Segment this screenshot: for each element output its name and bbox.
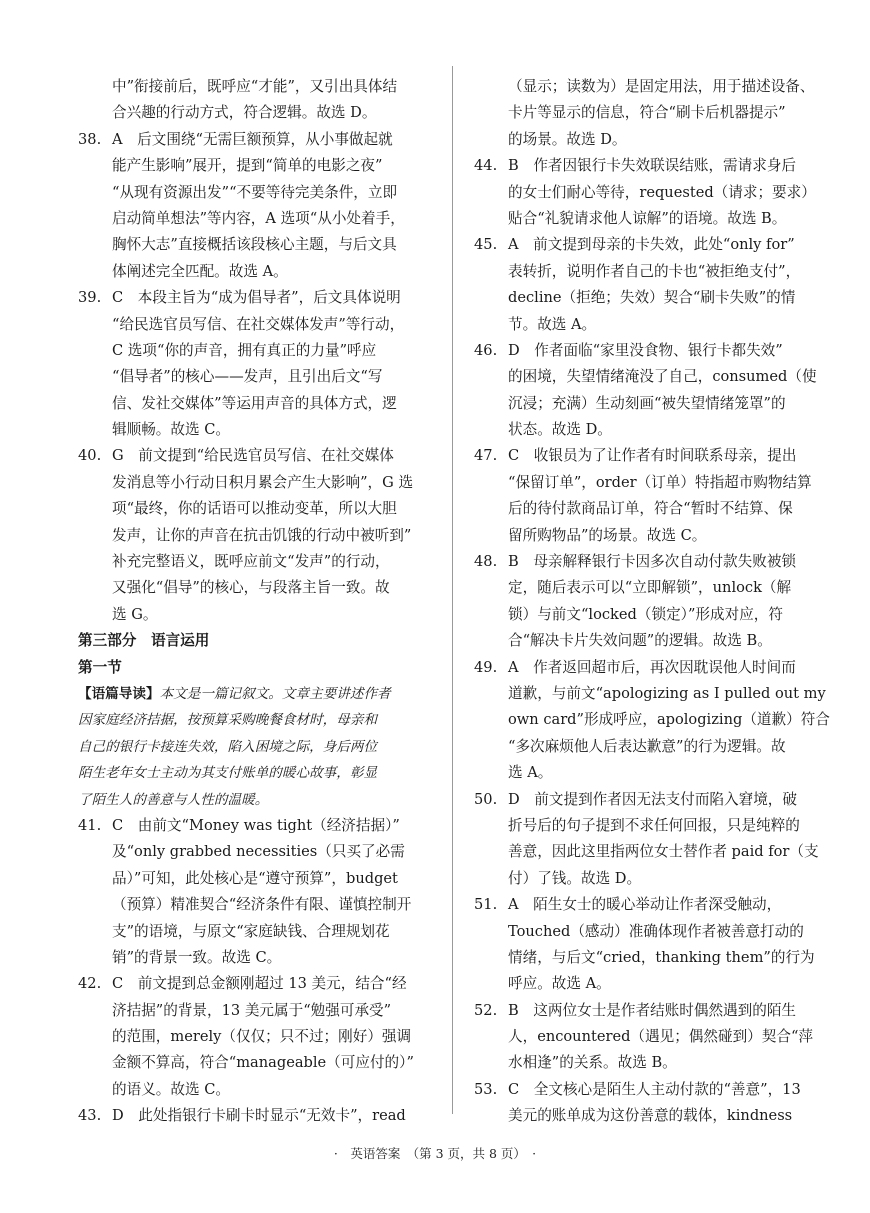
line-text: C 全文核心是陌生人主动付款的“善意”，13 <box>508 1080 801 1098</box>
line-text: A 作者返回超市后，再次因耽误他人时间而 <box>508 658 796 676</box>
reading-guide-line <box>78 681 458 707</box>
answer-line <box>78 443 458 469</box>
answer-line <box>474 892 854 918</box>
answer-line <box>474 1103 854 1129</box>
answer-line <box>78 206 458 232</box>
line-text: 合“解决卡片失效问题”的逻辑。故选 B。 <box>508 632 772 650</box>
question-number: 50. <box>474 790 498 808</box>
line-text: 付）了钱。故选 D。 <box>508 869 642 887</box>
answer-line <box>78 259 458 285</box>
answer-line <box>474 787 854 813</box>
question-number: 41. <box>78 816 102 834</box>
line-text: 的困境，失望情绪淹没了自己，consumed（使 <box>508 368 817 386</box>
line-text: G 前文提到“给民选官员写信、在社交媒体 <box>112 447 394 465</box>
answer-line <box>78 549 458 575</box>
section-heading <box>78 628 458 654</box>
answer-line <box>78 1050 458 1076</box>
line-text: “多次麻烦他人后表达歉意”的行为逻辑。故 <box>508 737 786 755</box>
answer-line <box>78 496 458 522</box>
reading-guide-line <box>78 787 458 813</box>
line-text: 情绪，与后文“cried，thanking them”的行为 <box>508 948 815 966</box>
line-text: 济拮据”的背景，13 美元属于“勉强可承受” <box>112 1001 392 1019</box>
line-text: 辑顺畅。故选 C。 <box>112 421 230 439</box>
line-text: 品）”可知，此处核心是“遵守预算”，budget <box>112 869 398 887</box>
line-text: 因家庭经济拮据，按预算采购晚餐食材时，母亲和 <box>78 712 378 729</box>
line-text: “给民选官员写信、在社交媒体发声”等行动， <box>112 315 405 333</box>
answer-line <box>474 364 854 390</box>
line-text: C 前文提到总金额刚超过 13 美元，结合“经 <box>112 975 407 993</box>
answer-line <box>474 153 854 179</box>
answer-line <box>78 74 458 100</box>
answer-line <box>78 285 458 311</box>
answer-line <box>78 892 458 918</box>
line-text: 发消息等小行动日积月累会产生大影响”，G 选 <box>112 473 414 491</box>
answer-line <box>474 127 854 153</box>
answer-line <box>78 575 458 601</box>
question-number: 38. <box>78 130 102 148</box>
line-text: 信、发社交媒体”等运用声音的具体方式，逻 <box>112 394 397 412</box>
line-text: “保留订单”，order（订单）特指超市购物结算 <box>508 473 812 491</box>
line-text: 胸怀大志”直接概括该段核心主题，与后文具 <box>112 236 397 254</box>
answer-line <box>474 417 854 443</box>
answer-line <box>78 998 458 1024</box>
line-text: 卡片等显示的信息，符合“刷卡后机器提示” <box>508 104 786 122</box>
answer-line <box>474 866 854 892</box>
answer-line <box>474 760 854 786</box>
line-text: 定，随后表示可以“立即解锁”，unlock（解 <box>508 579 792 597</box>
line-text: 的场景。故选 D。 <box>508 130 627 148</box>
answer-line <box>474 628 854 654</box>
line-text: C 本段主旨为“成为倡导者”，后文具体说明 <box>112 289 401 307</box>
question-number: 52. <box>474 1001 498 1019</box>
answer-line <box>474 945 854 971</box>
answer-line <box>78 1077 458 1103</box>
line-text: 贴合“礼貌请求他人谅解”的语境。故选 B。 <box>508 209 787 227</box>
answer-line <box>474 1024 854 1050</box>
line-text: A 前文提到母亲的卡失效，此处“only for” <box>508 236 795 254</box>
line-text: 留所购物品”的场景。故选 C。 <box>508 526 707 544</box>
line-text: 第一节 <box>78 658 122 676</box>
answer-line <box>78 945 458 971</box>
line-text: 合兴趣的行动方式，符合逻辑。故选 D。 <box>112 104 377 122</box>
answer-line <box>474 443 854 469</box>
answer-line <box>474 813 854 839</box>
line-text: 发声，让你的声音在抗击饥饿的行动中被听到” <box>112 526 412 544</box>
line-text: 的语义。故选 C。 <box>112 1080 230 1098</box>
question-number: 53. <box>474 1080 498 1098</box>
line-text: 的范围，merely（仅仅；只不过；刚好）强调 <box>112 1028 412 1046</box>
answer-line <box>78 839 458 865</box>
section-heading <box>78 655 458 681</box>
reading-guide-line <box>78 760 458 786</box>
answer-line <box>78 1024 458 1050</box>
line-text: 项“最终，你的话语可以推动变革，所以大胆 <box>112 500 397 518</box>
line-text: 及“only grabbed necessities（只买了必需 <box>112 843 405 861</box>
answer-line <box>78 153 458 179</box>
reading-guide-line <box>78 707 458 733</box>
line-text: A 后文围绕“无需巨额预算，从小事做起就 <box>112 130 393 148</box>
line-text: 销”的背景一致。故选 C。 <box>112 948 282 966</box>
answer-line <box>78 919 458 945</box>
answer-line <box>474 575 854 601</box>
question-number: 49. <box>474 658 498 676</box>
line-text: 善意，因此这里指两位女士替作者 paid for（支 <box>508 843 819 861</box>
line-text: D 前文提到作者因无法支付而陷入窘境，破 <box>508 790 797 808</box>
answer-line <box>78 470 458 496</box>
line-text: 补充完整语义，既呼应前文“发声”的行动， <box>112 553 390 571</box>
answer-line <box>474 206 854 232</box>
answer-line <box>474 1077 854 1103</box>
line-text: 第三部分 语言运用 <box>78 632 210 650</box>
line-text: 自己的银行卡接连失效，陷入困境之际，身后两位 <box>78 738 378 755</box>
line-text: C 选项“你的声音，拥有真正的力量”呼应 <box>112 341 377 359</box>
line-text: decline（拒绝；失效）契合“刷卡失败”的情 <box>508 289 796 307</box>
line-text: C 由前文“Money was tight（经济拮据）” <box>112 816 400 834</box>
line-text: 锁）与前文“locked（锁定）”形成对应，符 <box>508 605 783 623</box>
question-number: 47. <box>474 447 498 465</box>
line-text: 人，encountered（遇见；偶然碰到）契合“萍 <box>508 1028 814 1046</box>
answer-line <box>78 971 458 997</box>
answer-line <box>474 602 854 628</box>
line-text: 道歉，与前文“apologizing as I pulled out my <box>508 684 826 702</box>
question-number: 39. <box>78 289 102 307</box>
line-text: 的女士们耐心等待，requested（请求；要求） <box>508 183 816 201</box>
answer-line <box>474 998 854 1024</box>
answer-line <box>474 707 854 733</box>
answer-line <box>474 100 854 126</box>
line-text: 表转折，说明作者自己的卡也“被拒绝支付”， <box>508 262 801 280</box>
answer-line <box>474 259 854 285</box>
answer-line <box>474 681 854 707</box>
line-text: 体阐述完全匹配。故选 A。 <box>112 262 288 280</box>
answer-line <box>474 971 854 997</box>
answer-line <box>474 285 854 311</box>
line-text: B 作者因银行卡失效联误结账，需请求身后 <box>508 157 797 175</box>
line-text: 美元的账单成为这份善意的载体，kindness <box>508 1107 793 1125</box>
question-number: 42. <box>78 975 102 993</box>
line-text: 节。故选 A。 <box>508 315 597 333</box>
line-text: D 作者面临“家里没食物、银行卡都失效” <box>508 341 783 359</box>
answer-line <box>78 417 458 443</box>
answer-line <box>78 100 458 126</box>
answer-line <box>474 391 854 417</box>
line-text: 选 G。 <box>112 605 158 623</box>
answer-line <box>474 655 854 681</box>
line-text: （显示；读数为）是固定用法，用于描述设备、 <box>508 78 815 95</box>
line-text: 选 A。 <box>508 764 553 782</box>
line-text: 能产生影响”展开，提到“简单的电影之夜” <box>112 157 383 175</box>
line-text: 了陌生人的善意与人性的温暖。 <box>78 791 269 808</box>
line-text: “从现有资源出发”“不要等待完美条件，立即 <box>112 183 398 201</box>
line-text: 状态。故选 D。 <box>508 421 612 439</box>
answer-line <box>78 180 458 206</box>
line-text: A 陌生女士的暖心举动让作者深受触动， <box>508 896 782 914</box>
line-text: D 此处指银行卡刷卡时显示“无效卡”，read <box>112 1107 406 1125</box>
answer-line <box>474 312 854 338</box>
line-text: 中”衔接前后，既呼应“才能”，又引出具体结 <box>112 78 398 95</box>
answer-line <box>78 391 458 417</box>
line-text: 沉浸；充满）生动刻画“被失望情绪笼罩”的 <box>508 394 786 412</box>
reading-guide-line <box>78 734 458 760</box>
question-number: 44. <box>474 157 498 175</box>
question-number: 48. <box>474 553 498 571</box>
question-number: 45. <box>474 236 498 254</box>
answer-line <box>78 602 458 628</box>
line-text: 后的待付款商品订单，符合“暂时不结算、保 <box>508 500 793 518</box>
answer-line <box>474 338 854 364</box>
question-number: 51. <box>474 896 498 914</box>
answer-line <box>474 496 854 522</box>
answer-line <box>78 338 458 364</box>
line-text: B 这两位女士是作者结账时偶然遇到的陌生 <box>508 1001 797 1019</box>
answer-line <box>78 866 458 892</box>
answer-line <box>474 549 854 575</box>
answer-line <box>78 813 458 839</box>
line-text: 【语篇导读】本文是一篇记叙文。文章主要讲述作者 <box>78 685 391 702</box>
line-text: 陌生老年女士主动为其支付账单的暖心故事，彰显 <box>78 765 378 782</box>
line-text: 折号后的句子提到不求任何回报，只是纯粹的 <box>508 816 800 834</box>
answer-line <box>78 523 458 549</box>
answer-line <box>78 1103 458 1129</box>
line-text: 水相逢”的关系。故选 B。 <box>508 1054 677 1072</box>
line-text: Touched（感动）准确体现作者被善意打动的 <box>508 922 804 940</box>
answer-line <box>474 839 854 865</box>
answer-line <box>78 364 458 390</box>
line-text: 支”的语境，与原文“家庭缺钱、合理规划花 <box>112 922 390 940</box>
line-text: 又强化“倡导”的核心，与段落主旨一致。故 <box>112 579 390 597</box>
answer-line <box>474 734 854 760</box>
line-text: C 收银员为了让作者有时间联系母亲，提出 <box>508 447 797 465</box>
answer-line <box>78 312 458 338</box>
line-text: 呼应。故选 A。 <box>508 975 611 993</box>
question-number: 43. <box>78 1107 102 1125</box>
left-column <box>78 74 458 1130</box>
answer-line <box>78 127 458 153</box>
line-text: 金额不算高，符合“manageable（可应付的）” <box>112 1054 414 1072</box>
answer-line <box>474 523 854 549</box>
answer-line <box>474 919 854 945</box>
line-text: B 母亲解释银行卡因多次自动付款失败被锁 <box>508 553 797 571</box>
answer-line <box>474 74 854 100</box>
line-text: “倡导者”的核心——发声，且引出后文“写 <box>112 368 383 386</box>
question-number: 46. <box>474 341 498 359</box>
question-number: 40. <box>78 447 102 465</box>
answer-line <box>78 232 458 258</box>
line-text: （预算）精准契合“经济条件有限、谨慎控制开 <box>112 896 412 914</box>
column-divider <box>452 66 453 1114</box>
right-column <box>474 74 854 1130</box>
answer-line <box>474 470 854 496</box>
answer-line <box>474 232 854 258</box>
line-text: own card”形成呼应，apologizing（道歉）符合 <box>508 711 830 729</box>
answer-line <box>474 1050 854 1076</box>
answer-line <box>474 180 854 206</box>
line-text: 启动简单想法”等内容，A 选项“从小处着手， <box>112 209 405 227</box>
page-footer: · 英语答案 （第 3 页，共 8 页） · <box>333 1146 537 1161</box>
